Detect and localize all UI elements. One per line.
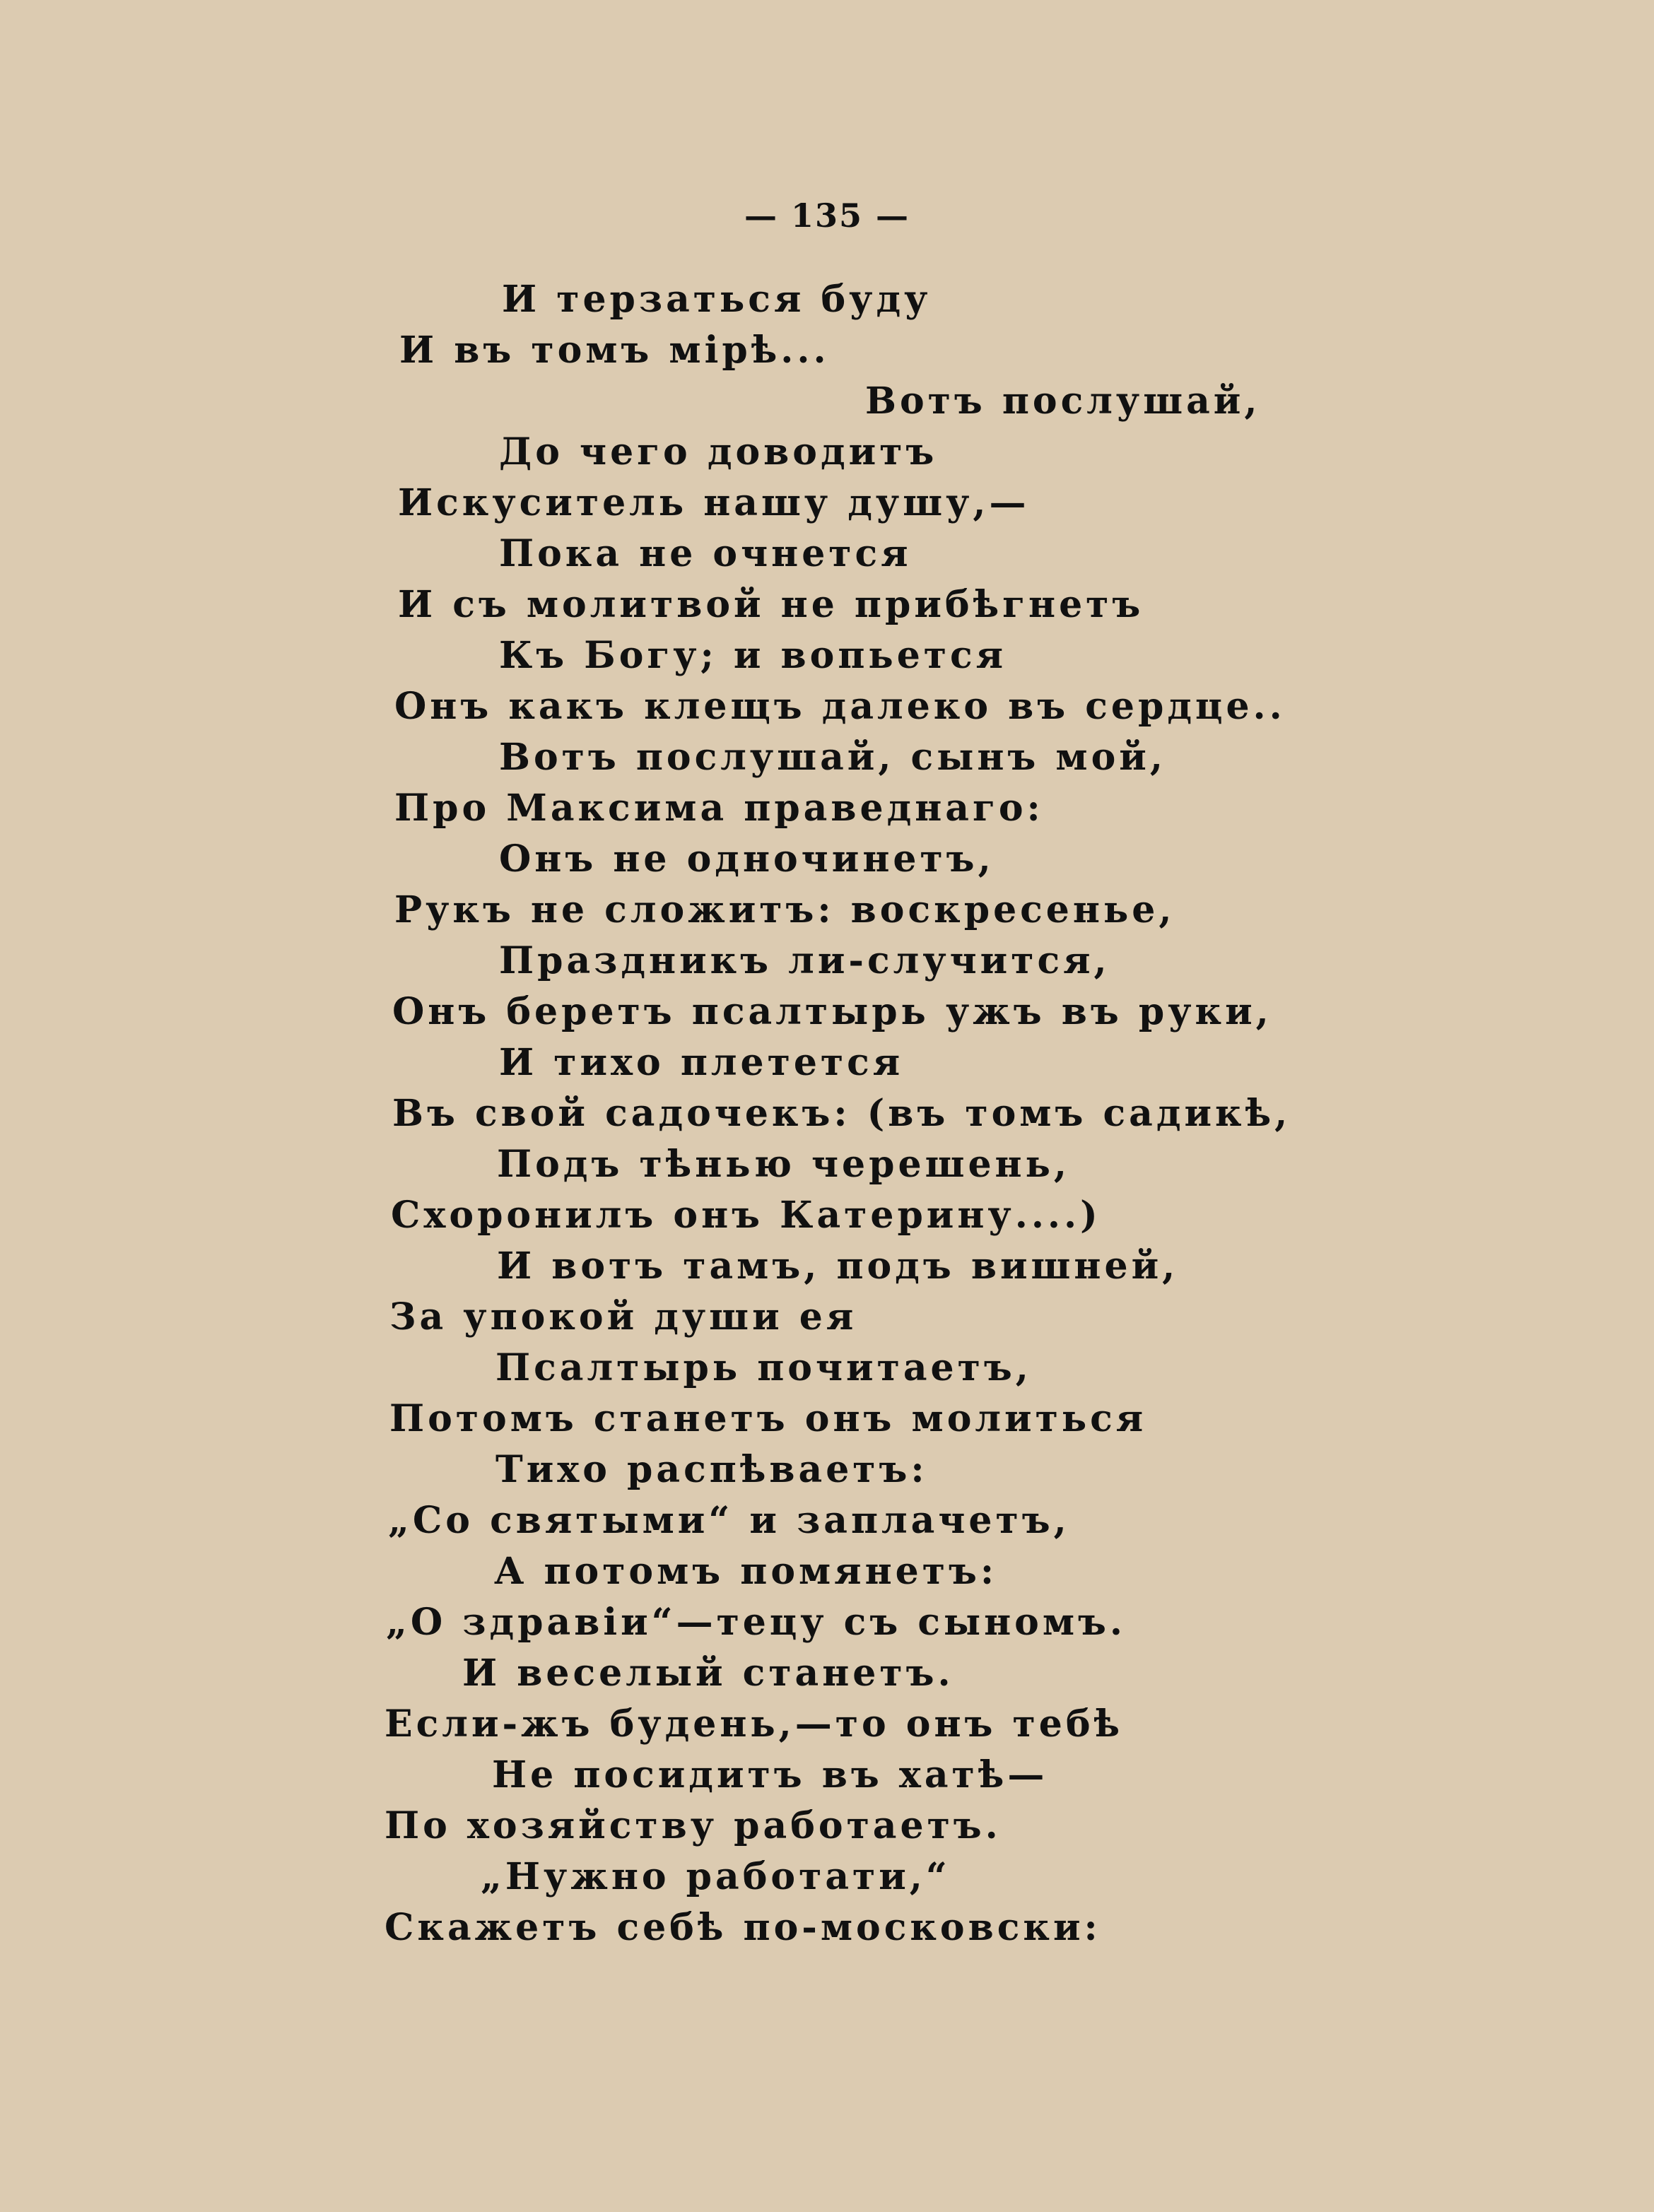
poem-line: И терзаться буду xyxy=(502,278,932,321)
poem-line: И съ молитвой не прибѣгнетъ xyxy=(398,583,1144,626)
poem-line: Про Максима праведнаго: xyxy=(394,787,1044,830)
poem-line: Тихо распѣваетъ: xyxy=(495,1448,928,1491)
poem-line: До чего доводитъ xyxy=(499,430,938,473)
poem-line: Къ Богу; и вопьется xyxy=(499,634,1007,677)
poem-line: Подъ тѣнью черешень, xyxy=(497,1143,1071,1186)
poem-line: И веселый станетъ. xyxy=(462,1652,954,1695)
poem-line: Онъ какъ клещъ далеко въ сердце.. xyxy=(394,685,1286,728)
poem-line: Онъ не одночинетъ, xyxy=(499,837,995,881)
poem-line: Искуситель нашу душу,— xyxy=(398,481,1030,524)
poem-line: А потомъ помянетъ: xyxy=(494,1550,998,1593)
poem-line: По хозяйству работаетъ. xyxy=(385,1804,1002,1847)
poem-line: Вотъ послушай, сынъ мой, xyxy=(499,736,1166,779)
poem-line: Онъ беретъ псалтырь ужъ въ руки, xyxy=(392,990,1272,1033)
poem-line: Рукъ не сложитъ: воскресенье, xyxy=(394,888,1175,931)
poem-line: Псалтырь почитаетъ, xyxy=(495,1346,1032,1389)
poem-line: Праздникъ ли-случится, xyxy=(499,939,1110,982)
page-number: — 135 — xyxy=(744,196,910,235)
poem-line: Если-жъ будень,—то онъ тебѣ xyxy=(385,1702,1124,1746)
poem-line: Схоронилъ онъ Катерину....) xyxy=(391,1194,1101,1237)
poem-line: Въ свой садочекъ: (въ томъ садикѣ, xyxy=(392,1092,1291,1135)
poem-line: „Со святыми“ и заплачетъ, xyxy=(388,1499,1070,1542)
poem-line: Скажетъ себѣ по-московски: xyxy=(385,1906,1101,1949)
poem-line: „О здравіи“—тецу съ сыномъ. xyxy=(386,1601,1127,1644)
poem-line: Не посидитъ въ хатѣ— xyxy=(492,1753,1048,1796)
poem-line: За упокой души ея xyxy=(389,1295,857,1339)
poem-line: Пока не очнется xyxy=(499,532,912,575)
poem-line: „Нужно работати,“ xyxy=(481,1855,951,1898)
poem-line: И въ томъ мірѣ... xyxy=(399,329,830,372)
poem-line: И вотъ тамъ, подъ вишней, xyxy=(497,1245,1179,1288)
poem-line: И тихо плетется xyxy=(499,1041,904,1084)
poem-line: Вотъ послушай, xyxy=(865,380,1261,423)
poem-line: Потомъ станетъ онъ молиться xyxy=(389,1397,1147,1440)
